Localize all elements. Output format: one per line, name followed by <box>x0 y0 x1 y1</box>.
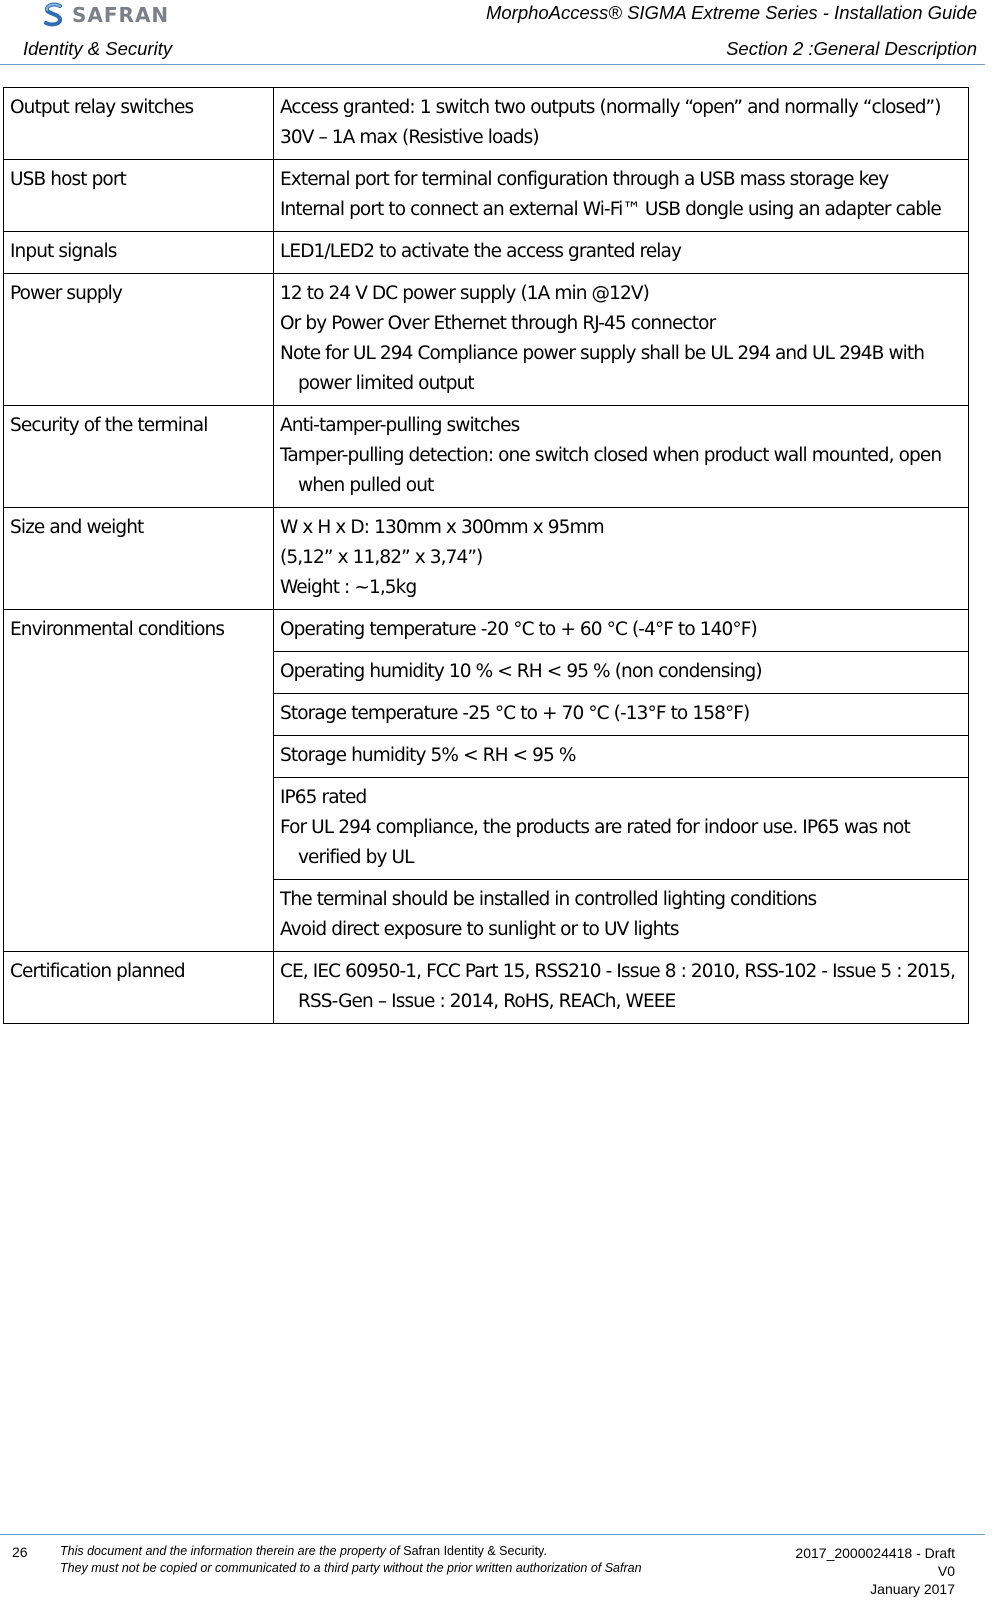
table-row <box>4 406 969 508</box>
value-line: Operating temperature -20 °C to + 60 °C (-4°F to 140°F) <box>280 619 757 640</box>
safran-logo <box>40 0 169 30</box>
value-line: Tamper-pulling detection: one switch closed when product wall mounted, open when pulled out <box>280 445 942 496</box>
header-divider <box>0 64 985 65</box>
value-line: 12 to 24 V DC power supply (1A min @12V) <box>280 283 649 304</box>
row-value <box>274 160 969 232</box>
row-value <box>274 508 969 610</box>
value-line: LED1/LED2 to activate the access granted relay <box>280 241 682 262</box>
row-label: Security of the terminal <box>4 406 274 508</box>
row-value <box>274 694 969 736</box>
row-value <box>274 952 969 1024</box>
doc-version: V0 <box>937 1563 955 1579</box>
value-line: Anti-tamper-pulling switches <box>280 415 520 436</box>
table-row <box>4 160 969 232</box>
value-line: Access granted: 1 switch two outputs (normally “open” and normally “closed”) <box>280 97 941 118</box>
safran-s-logo-icon <box>40 1 68 29</box>
row-value <box>274 880 969 952</box>
row-value <box>274 406 969 508</box>
doc-ref: 2017_2000024418 - Draft <box>795 1545 955 1561</box>
value-line: For UL 294 compliance, the products are rated for indoor use. IP65 was not verified by UL <box>280 817 910 868</box>
footer-divider <box>0 1534 985 1535</box>
value-line: Storage temperature -25 °C to + 70 °C (-13°F to 158°F) <box>280 703 750 724</box>
table-row <box>4 232 969 274</box>
doc-date: January 2017 <box>870 1581 955 1597</box>
table-row <box>4 508 969 610</box>
page-header <box>0 0 993 66</box>
specifications-table <box>3 87 969 1024</box>
table-row <box>4 274 969 406</box>
value-line: Avoid direct exposure to sunlight or to UV lights <box>280 919 679 940</box>
row-value <box>274 274 969 406</box>
section-title: Section 2 :General Description <box>726 38 977 59</box>
row-value <box>274 652 969 694</box>
value-line: External port for terminal configuration through a USB mass storage key <box>280 169 889 190</box>
value-line: IP65 rated <box>280 787 367 808</box>
row-label: USB host port <box>4 160 274 232</box>
notice-text: This document and the information therein are the property of <box>60 1544 400 1558</box>
row-label: Output relay switches <box>4 88 274 160</box>
company-name: Identity & Security <box>23 38 173 59</box>
row-value <box>274 88 969 160</box>
notice-text: They must not be copied or communicated to a third party without the prior written authorization of Safran <box>60 1561 642 1575</box>
value-line: W x H x D: 130mm x 300mm x 95mm <box>280 517 604 538</box>
row-label: Power supply <box>4 274 274 406</box>
row-label: Input signals <box>4 232 274 274</box>
value-line: Storage humidity 5% < RH < 95 % <box>280 745 576 766</box>
value-line: CE, IEC 60950-1, FCC Part 15, RSS210 - Issue 8 : 2010, RSS-102 - Issue 5 : 2015, RSS-Gen – Issue : 2014, RoHS, REACh, WEEE <box>280 961 956 1012</box>
value-line: Or by Power Over Ethernet through RJ-45 connector <box>280 313 716 334</box>
row-label: Environmental conditions <box>4 610 274 952</box>
notice-company: Safran Identity & Security. <box>403 1544 547 1558</box>
value-line: (5,12” x 11,82” x 3,74”) <box>280 547 483 568</box>
value-line: Weight : ~1,5kg <box>280 577 417 598</box>
value-line: The terminal should be installed in controlled lighting conditions <box>280 889 817 910</box>
logo-text: SAFRAN <box>72 3 170 27</box>
confidentiality-notice <box>60 1543 642 1577</box>
row-label: Certification planned <box>4 952 274 1024</box>
row-label: Size and weight <box>4 508 274 610</box>
page-number: 26 <box>12 1544 28 1560</box>
row-value <box>274 610 969 652</box>
value-line: 30V – 1A max (Resistive loads) <box>280 127 539 148</box>
table-row <box>4 88 969 160</box>
table-row <box>4 952 969 1024</box>
row-value <box>274 778 969 880</box>
value-line: Internal port to connect an external Wi-Fi™ USB dongle using an adapter cable <box>280 199 941 220</box>
row-value <box>274 232 969 274</box>
row-value <box>274 736 969 778</box>
value-line: Note for UL 294 Compliance power supply shall be UL 294 and UL 294B with power limited output <box>280 343 925 394</box>
value-line: Operating humidity 10 % < RH < 95 % (non condensing) <box>280 661 762 682</box>
table-row <box>4 610 969 652</box>
document-title: MorphoAccess® SIGMA Extreme Series - Installation Guide <box>485 2 977 23</box>
document-reference <box>795 1544 955 1598</box>
